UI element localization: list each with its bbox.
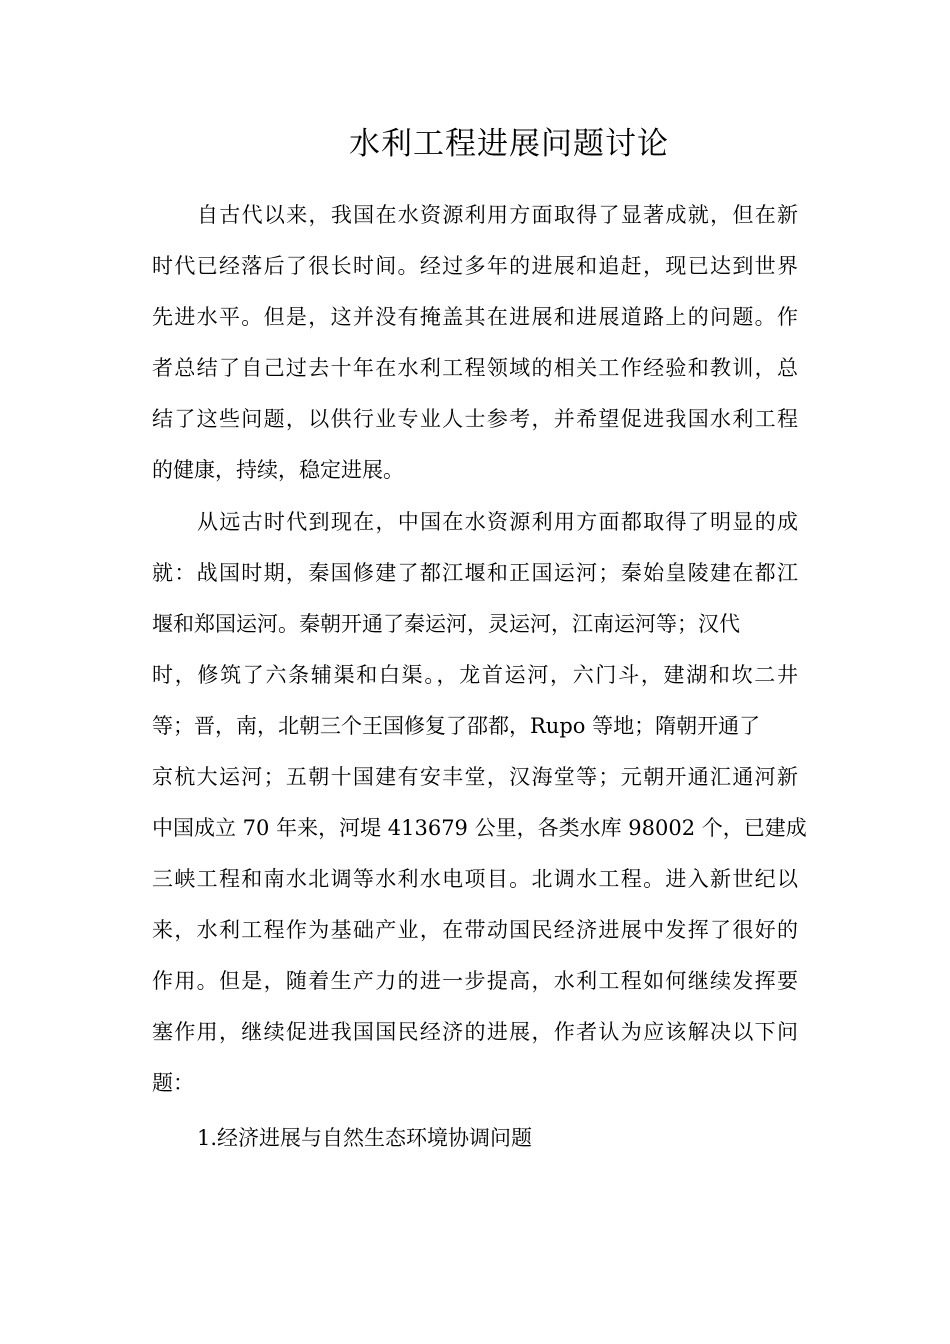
text-line: 先进水平。但是，这并没有掩盖其在进展和进展道路上的问题。作 xyxy=(152,305,798,329)
text-line: 结了这些问题，以供行业专业人士参考，并希望促进我国水利工程 xyxy=(152,407,798,431)
paragraph-history xyxy=(152,497,807,1109)
text-line: 来，水利工程作为基础产业，在带动国民经济进展中发挥了很好的 xyxy=(152,918,798,942)
text-line: 时代已经落后了很长时间。经过多年的进展和追赶，现已达到世界 xyxy=(152,254,798,278)
document-title: 水利工程进展问题讨论 xyxy=(349,126,669,162)
text-line: 时，修筑了六条辅渠和白渠。，龙首运河，六门斗，建湖和坎二井 xyxy=(152,663,798,687)
paragraph-intro xyxy=(152,190,798,496)
text-line: 题： xyxy=(152,1071,194,1095)
section-heading-block xyxy=(152,1113,532,1164)
text-line: 中国成立 70 年来，河堤 413679 公里，各类水库 98002 个，已建成 xyxy=(152,816,807,840)
text-line: 三峡工程和南水北调等水利水电项目。北调水工程。进入新世纪以 xyxy=(152,867,798,891)
text-line: 作用。但是，随着生产力的进一步提高，水利工程如何继续发挥要 xyxy=(152,969,798,993)
text-line: 等；晋，南，北朝三个王国修复了邵都，Rupo 等地；隋朝开通了 xyxy=(152,714,761,738)
text-line: 京杭大运河；五朝十国建有安丰堂，汉海堂等；元朝开通汇通河新 xyxy=(152,765,798,789)
text-line: 从远古时代到现在，中国在水资源利用方面都取得了明显的成 xyxy=(197,510,798,534)
text-line: 堰和郑国运河。秦朝开通了秦运河，灵运河，江南运河等；汉代 xyxy=(152,612,740,636)
text-line: 者总结了自己过去十年在水利工程领域的相关工作经验和教训，总 xyxy=(152,356,798,380)
text-line: 自古代以来，我国在水资源利用方面取得了显著成就，但在新 xyxy=(197,203,798,227)
text-line: 的健康，持续，稳定进展。 xyxy=(152,458,404,482)
section-heading: 1.经济进展与自然生态环境协调问题 xyxy=(197,1126,533,1150)
text-line: 塞作用，继续促进我国国民经济的进展，作者认为应该解决以下问 xyxy=(152,1020,798,1044)
text-line: 就：战国时期，秦国修建了都江堰和正国运河；秦始皇陵建在都江 xyxy=(152,561,798,585)
